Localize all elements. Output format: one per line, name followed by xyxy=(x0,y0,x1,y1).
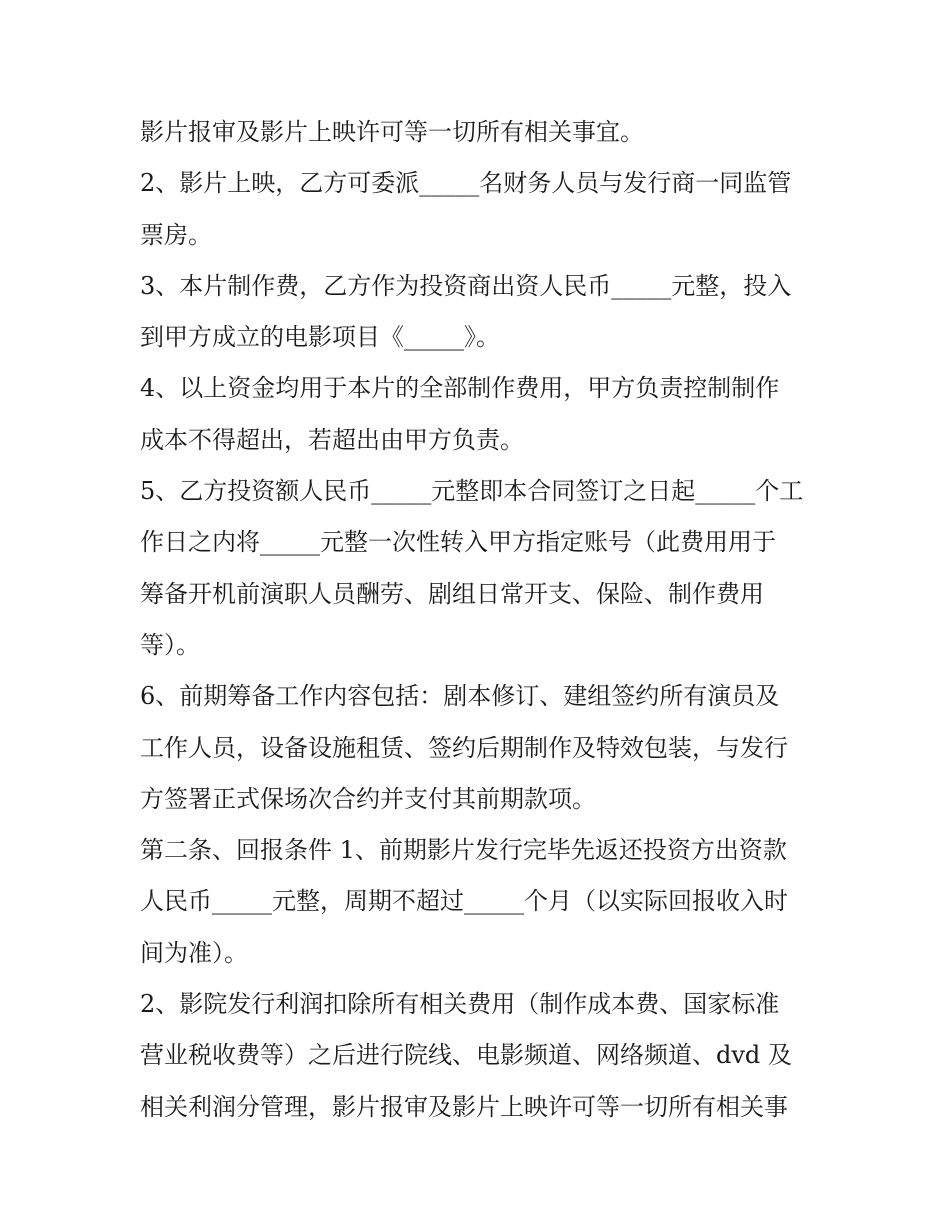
text-line: 间为准）。 xyxy=(140,938,248,967)
text-line: 相关利润分管理，影片报审及影片上映许可等一切所有相关事 xyxy=(140,1092,788,1121)
text-line: 到甲方成立的电影项目《_____》。 xyxy=(140,323,500,352)
text-line: 6、前期筹备工作内容包括：剧本修订、建组签约所有演员及 xyxy=(140,682,780,711)
text-line: 方签署正式保场次合约并支付其前期款项。 xyxy=(140,784,596,813)
text-line: 4、以上资金均用于本片的全部制作费用，甲方负责控制制作 xyxy=(140,374,780,403)
text-line: 影片报审及影片上映许可等一切所有相关事宜。 xyxy=(140,118,644,146)
text-line: 2、影院发行利润扣除所有相关费用（制作成本费、国家标准 xyxy=(140,990,780,1019)
text-line: 成本不得超出，若超出由甲方负责。 xyxy=(140,425,524,454)
text-line: 营业税收费等）之后进行院线、电影频道、网络频道、dvd 及 xyxy=(140,1041,792,1070)
text-line: 2、影片上映，乙方可委派_____名财务人员与发行商一同监管 xyxy=(140,169,792,198)
text-line: 5、乙方投资额人民币_____元整即本合同签订之日起_____个工 xyxy=(140,477,804,506)
text-line: 票房。 xyxy=(140,220,212,249)
text-line: 工作人员，设备设施租赁、签约后期制作及特效包装，与发行 xyxy=(140,733,788,762)
text-line: 第二条、回报条件 1、前期影片发行完毕先返还投资方出资款 xyxy=(140,836,787,865)
text-line: 作日之内将_____元整一次性转入甲方指定账号（此费用用于 xyxy=(140,528,776,557)
text-line: 等）。 xyxy=(140,630,200,659)
text-line: 3、本片制作费，乙方作为投资商出资人民币_____元整，投入 xyxy=(140,271,792,300)
text-line: 人民币_____元整，周期不超过_____个月（以实际回报收入时 xyxy=(140,887,788,916)
text-line: 筹备开机前演职人员酬劳、剧组日常开支、保险、制作费用 xyxy=(140,579,764,608)
contract-text xyxy=(140,107,820,1133)
